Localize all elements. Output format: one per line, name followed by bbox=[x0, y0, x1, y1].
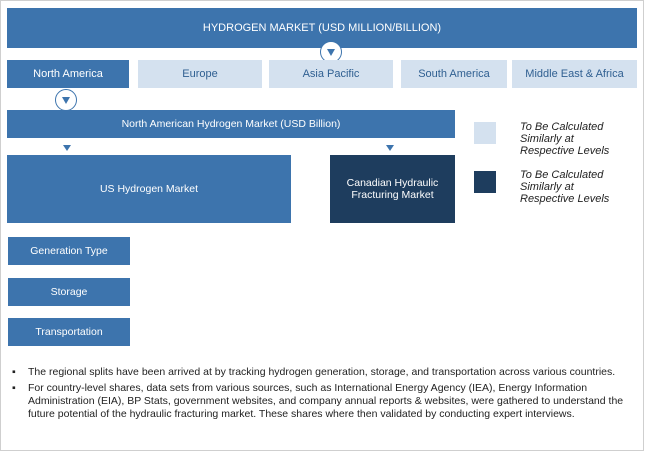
region-north-america: North America bbox=[7, 60, 129, 88]
footnote-text: For country-level shares, data sets from various sources, such as International Energy Agency (IEA), Energy Information Administration (EIA), BP Stats, government websites, and company annual reports & websites, were gathered to understand the future potential of the hydraulic fracturing market. These shares where then validated by conducting expert interviews. bbox=[28, 382, 624, 420]
region-south-america: South America bbox=[401, 60, 507, 88]
arrow-down-icon bbox=[63, 145, 71, 151]
segment-generation-type: Generation Type bbox=[8, 237, 130, 265]
footnotes bbox=[12, 366, 627, 424]
legend-light-label: To Be Calculated Similarly at Respective Levels bbox=[520, 121, 610, 157]
canada-market-box: Canadian Hydraulic Fracturing Market bbox=[330, 155, 455, 223]
legend-navy-label: To Be Calculated Similarly at Respective Levels bbox=[520, 169, 610, 205]
footnote-item: ▪ For country-level shares, data sets from various sources, such as International Energy Agency (IEA), Energy Information Administration (EIA), BP Stats, government websites, and company annual reports & websites, were gathered to understand the future potential of the hydraulic fracturing market. These shares where then validated by conducting expert interviews. bbox=[12, 382, 624, 420]
segment-storage: Storage bbox=[8, 278, 130, 306]
footnote-text: The regional splits have been arrived at by tracking hydrogen generation, storage, and transportation across various countries. bbox=[28, 366, 616, 378]
hydrogen-market-title: HYDROGEN MARKET (USD MILLION/BILLION) bbox=[7, 8, 637, 48]
region-asia-pacific: Asia Pacific bbox=[269, 60, 393, 88]
footnote-item: ▪ The regional splits have been arrived at by tracking hydrogen generation, storage, and transportation across various countries. bbox=[12, 366, 616, 378]
region-europe: Europe bbox=[138, 60, 262, 88]
chevron-down-icon bbox=[55, 89, 77, 111]
us-market-box: US Hydrogen Market bbox=[7, 155, 291, 223]
region-middle-east-africa: Middle East & Africa bbox=[512, 60, 637, 88]
arrow-down-icon bbox=[386, 145, 394, 151]
north-american-market-box: North American Hydrogen Market (USD Billion) bbox=[7, 110, 455, 138]
segment-transportation: Transportation bbox=[8, 318, 130, 346]
legend-light-swatch bbox=[474, 122, 496, 144]
legend-navy-swatch bbox=[474, 171, 496, 193]
